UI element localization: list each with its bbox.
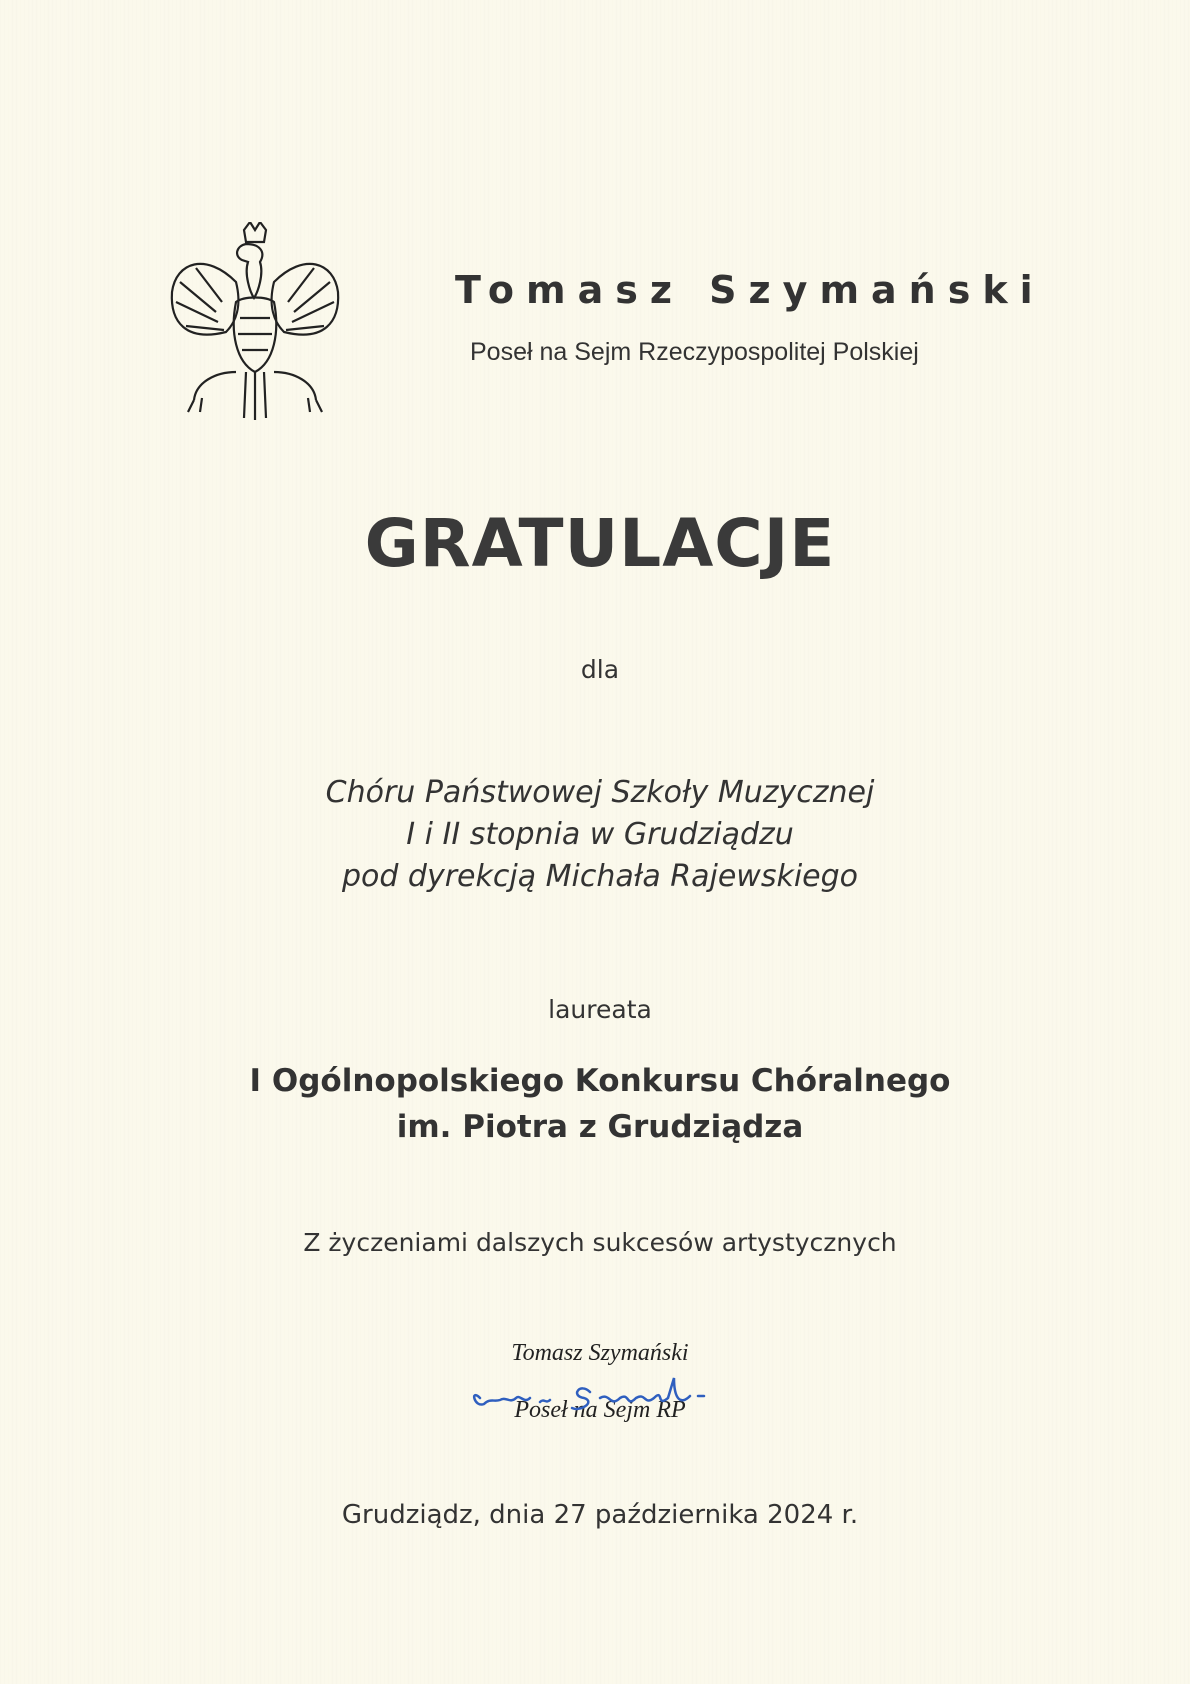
competition-line-1: I Ogólnopolskiego Konkursu Chóralnego — [249, 1063, 951, 1099]
laureate-label: laureata — [548, 995, 652, 1024]
competition-line-2: im. Piotra z Grudziądza — [396, 1109, 804, 1145]
document-title: GRATULACJE — [364, 505, 836, 582]
recipient-line-1: Chóru Państwowej Szkoły Muzycznej — [325, 775, 875, 810]
recipient-line-2: I i II stopnia w Grudziądzu — [406, 817, 794, 852]
sender-position: Poseł na Sejm Rzeczypospolitej Polskiej — [470, 338, 919, 366]
sender-name: Tomasz Szymański — [455, 268, 1045, 312]
wishes-text: Z życzeniami dalszych sukcesów artystycznych — [303, 1228, 897, 1257]
signature-name: Tomasz Szymański — [511, 1340, 689, 1366]
signature-role: Poseł na Sejm RP — [514, 1397, 686, 1423]
signature-block — [470, 1340, 730, 1424]
handwritten-signature — [460, 1368, 740, 1418]
for-label: dla — [580, 655, 620, 684]
polish-eagle-emblem — [166, 222, 344, 420]
date-line: Grudziądz, dnia 27 października 2024 r. — [341, 1500, 859, 1530]
recipient-line-3: pod dyrekcją Michała Rajewskiego — [341, 859, 859, 894]
